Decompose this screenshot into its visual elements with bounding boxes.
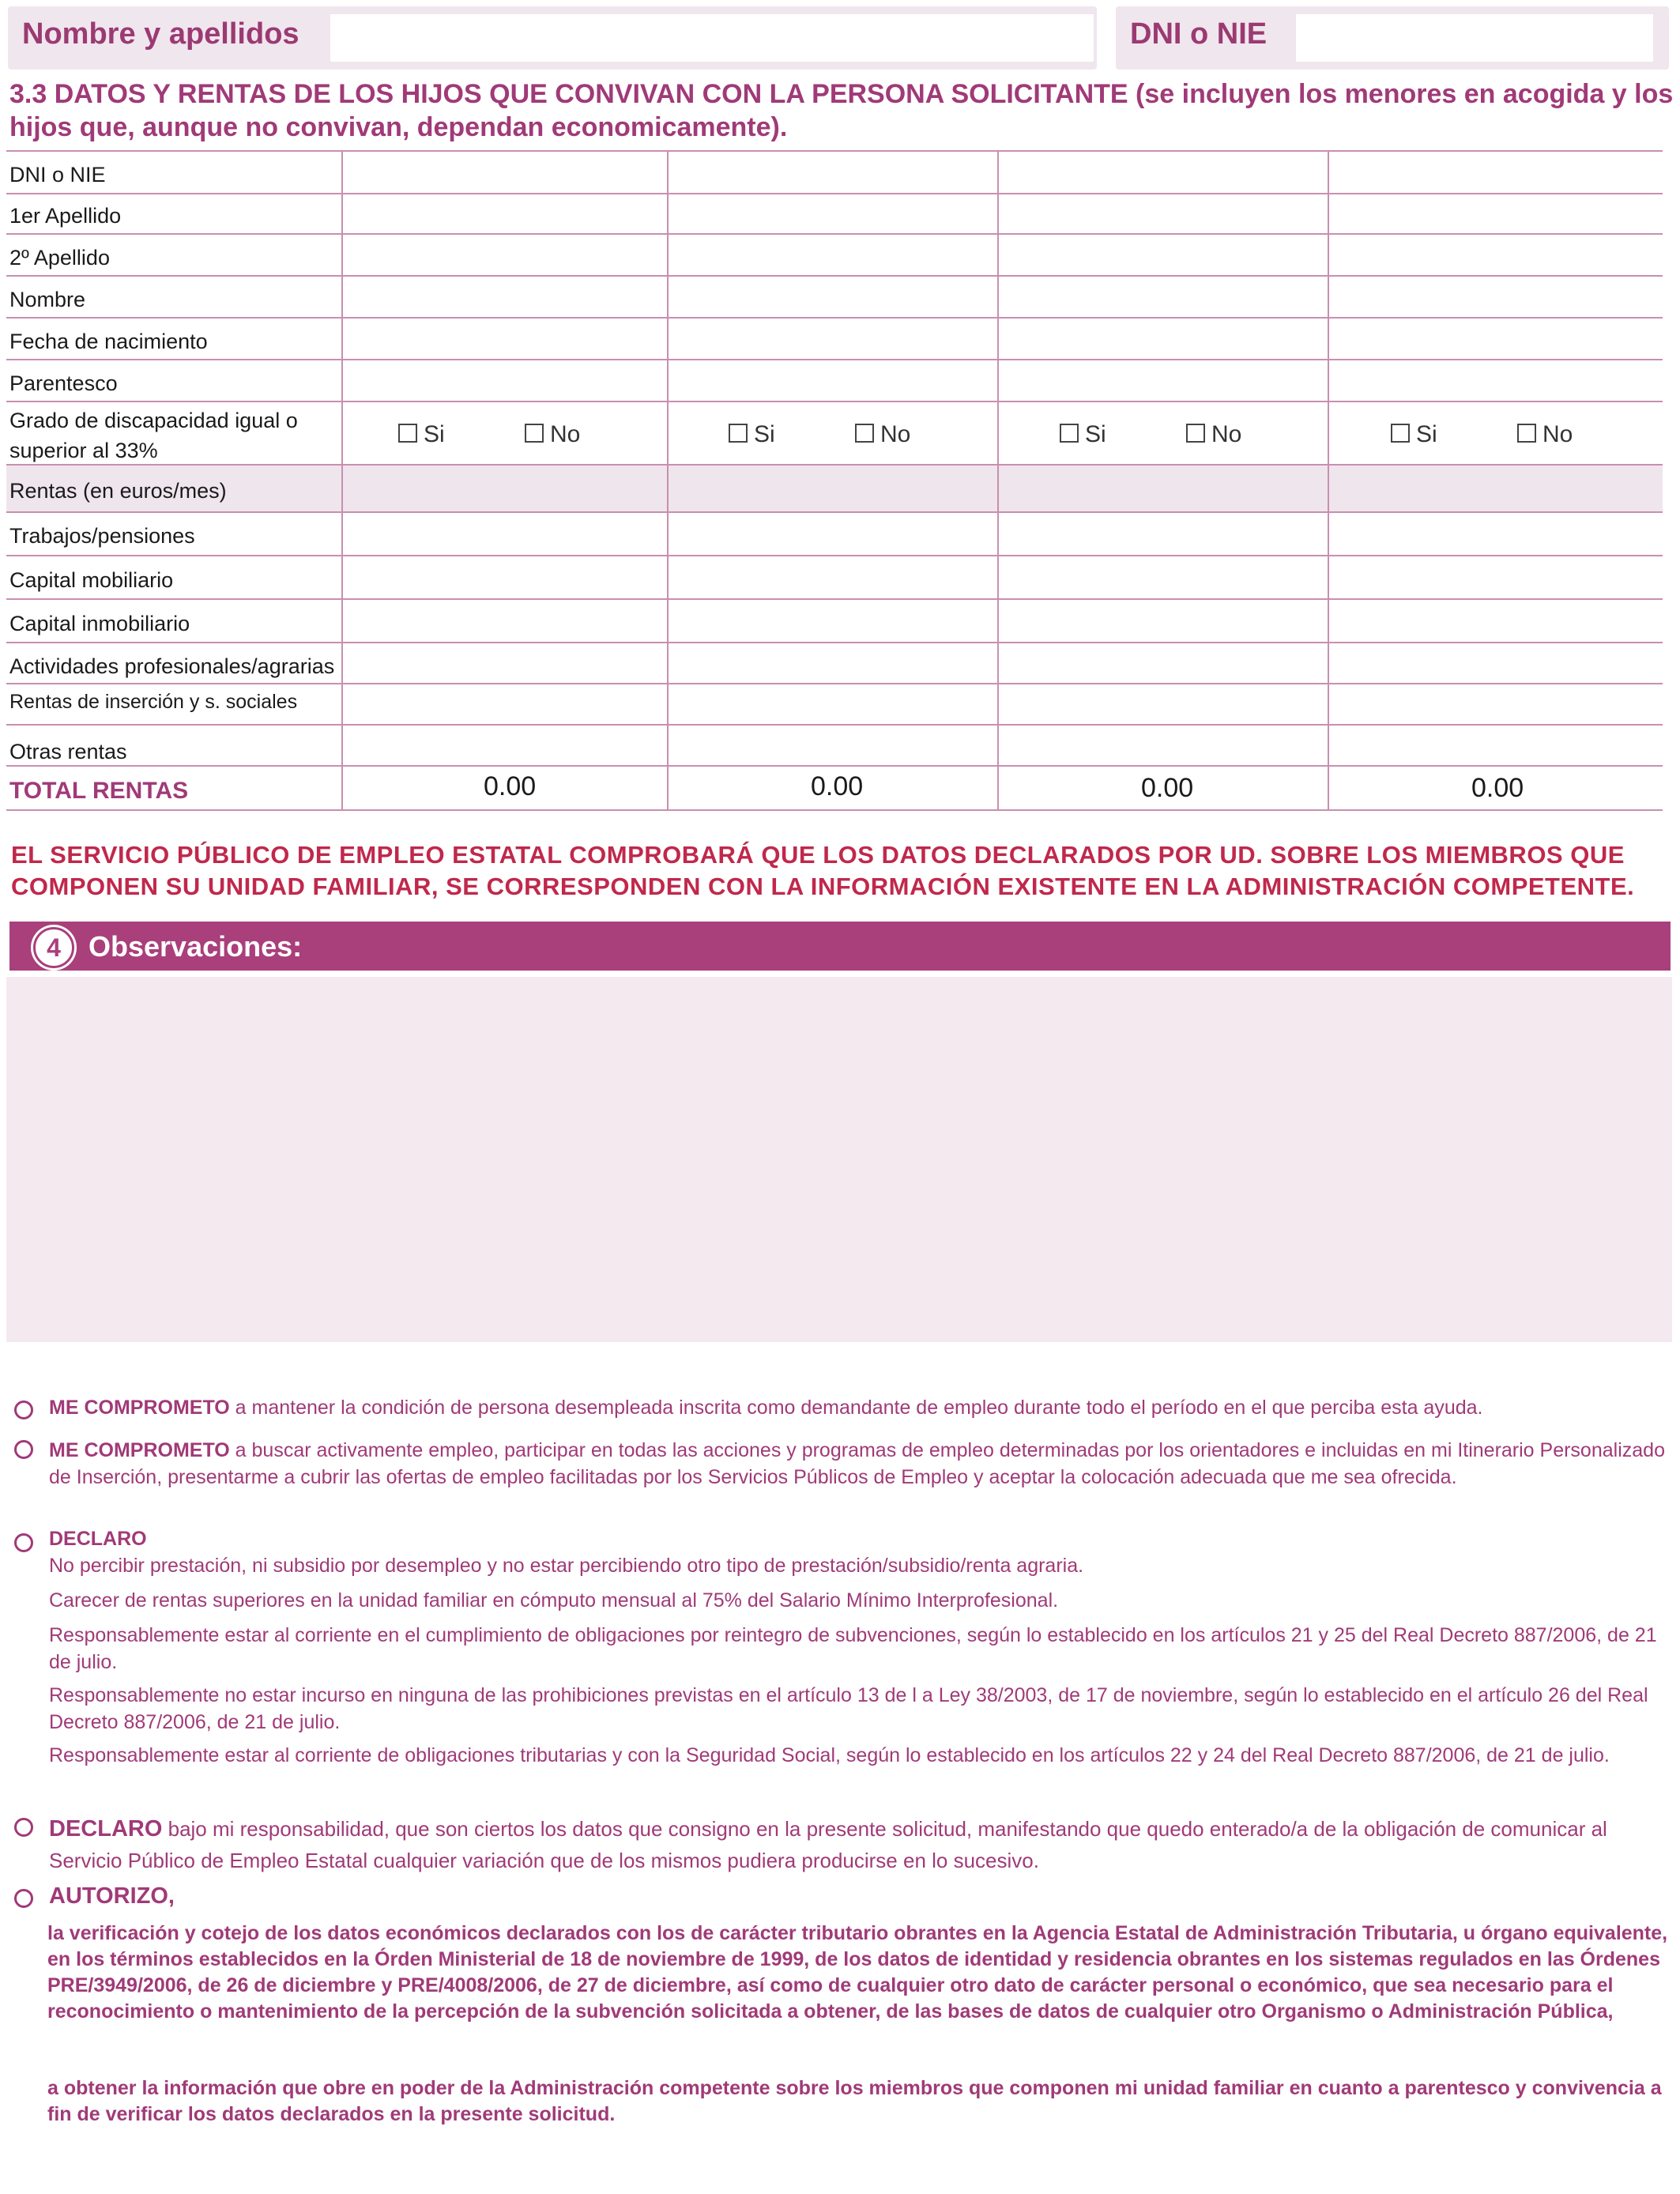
header-name-box: [8, 6, 1097, 70]
declaro-2-text: bajo mi responsabilidad, que son ciertos los datos que consigno en la presente solicitud, manifestando que quedo enterado/a de la obligación de comunicar al Servicio Público de Empleo Estatal cualquier variación que de los mismos pudiera producirse en lo sucesivo.: [49, 1817, 1607, 1872]
row-label-apellido1: 1er Apellido: [9, 204, 122, 228]
table-row-total: [6, 767, 1663, 811]
checkbox-si-4[interactable]: [1391, 421, 1437, 448]
total-value-3: 0.00: [1141, 773, 1194, 803]
declaro-2: [49, 1813, 1677, 1876]
column-divider: [1328, 150, 1329, 811]
row-label-discapacidad-2: superior al 33%: [9, 439, 158, 462]
row-label-rentas: Rentas (en euros/mes): [9, 479, 227, 503]
declaro-1-paragraph: Responsablemente no estar incurso en ninguna de las prohibiciones previstas en el artículo 13 de l a Ley 38/2003, de 17 de noviembre, según lo establecido en el artículo 26 del Real Decreto 887/2006, de 21 de julio.: [49, 1684, 1648, 1733]
declaro-1-paragraph: No percibir prestación, ni subsidio por desempleo y no estar percibiendo otro tipo de prestación/subsidio/renta agraria.: [49, 1555, 1084, 1577]
table-row: [6, 277, 1663, 319]
total-value-2: 0.00: [811, 771, 864, 801]
table-row: [6, 726, 1663, 767]
row-label-insercion: Rentas de inserción y s. sociales: [9, 691, 298, 713]
section-number-badge: 4: [33, 927, 74, 968]
checkbox-icon: [1060, 424, 1079, 443]
verification-notice: EL SERVICIO PÚBLICO DE EMPLEO ESTATAL COMPROBARÁ QUE LOS DATOS DECLARADOS POR UD. SOBRE LOS MIEMBROS QUE COMPONEN SU UNIDAD FAMILIAR, SE CORRESPONDEN CON LA INFORMACIÓN EXISTENTE EN LA ADMINISTRACIÓN COMPETENTE.: [11, 841, 1635, 900]
row-label-trabajos: Trabajos/pensiones: [9, 524, 195, 548]
column-divider: [997, 150, 999, 811]
table-row: [6, 466, 1663, 513]
commitment-1-text: a mantener la condición de persona desempleada inscrita como demandante de empleo durante todo el período en el que perciba esta ayuda.: [229, 1397, 1483, 1419]
table-row: [6, 319, 1663, 360]
row-label-actividades: Actividades profesionales/agrarias: [9, 654, 335, 678]
declaro-1-paragraph: Responsablemente estar al corriente en el cumplimiento de obligaciones por reintegro de subvenciones, según lo establecido en los artículos 21 y 25 del Real Decreto 887/2006, de 21 de julio.: [49, 1624, 1657, 1673]
name-label: Nombre y apellidos: [22, 17, 299, 51]
table-row: [6, 513, 1663, 556]
table-row: [6, 684, 1663, 726]
checkbox-no-1[interactable]: [525, 421, 580, 448]
name-input[interactable]: [330, 14, 1094, 62]
checkbox-icon: [1391, 424, 1410, 443]
checkbox-icon: [525, 424, 544, 443]
no-label: No: [1543, 421, 1573, 447]
checkbox-no-2[interactable]: [855, 421, 910, 448]
declaro-1-keyword: DECLARO: [49, 1528, 147, 1550]
table-row: [6, 193, 1663, 235]
checkbox-si-3[interactable]: [1060, 421, 1106, 448]
table-row: [6, 600, 1663, 643]
header-id-box: [1116, 6, 1669, 70]
id-input[interactable]: [1296, 14, 1653, 62]
radio-bullet-icon[interactable]: [14, 1400, 33, 1419]
yes-label: Si: [754, 421, 775, 447]
declaro-1-paragraph: Responsablemente estar al corriente de obligaciones tributarias y con la Seguridad Social, según lo establecido en los artículos 22 y 24 del Real Decreto 887/2006, de 21 de julio.: [49, 1744, 1610, 1766]
row-label-parentesco: Parentesco: [9, 371, 118, 395]
declaro-2-keyword: DECLARO: [49, 1816, 163, 1842]
column-divider: [667, 150, 669, 811]
table-row: [6, 360, 1663, 402]
checkbox-icon: [1517, 424, 1536, 443]
row-label-inmobiliario: Capital inmobiliario: [9, 612, 190, 635]
autorizo-paragraph-1: la verificación y cotejo de los datos económicos declarados con los de carácter tributario obrantes en la Agencia Estatal de Administración Tributaria, u órgano equivalente, en los términos establecidos en la Órden Ministerial de 18 de noviembre de 1999, de los datos de identidad y residencia obrantes en los sistemas regulados en las Órdenes PRE/3949/2006, de 26 de diciembre y PRE/4008/2006, de 27 de diciembre, así como de cualquier otro dato de carácter personal o económico, que sea necesario para el reconocimiento o mantenimiento de la percepción de la subvención solicitada a obtener, de las bases de datos de cualquier otro Organismo o Administración Pública,: [47, 1922, 1668, 2022]
checkbox-icon: [398, 424, 417, 443]
table-row: [6, 150, 1663, 194]
commitment-2: [49, 1437, 1677, 1491]
checkbox-icon: [729, 424, 748, 443]
radio-bullet-icon[interactable]: [14, 1440, 33, 1459]
row-label-dni: DNI o NIE: [9, 163, 106, 187]
checkbox-si-2[interactable]: [729, 421, 775, 448]
yes-label: Si: [1085, 421, 1106, 447]
section-title: 3.3 DATOS Y RENTAS DE LOS HIJOS QUE CONVIVAN CON LA PERSONA SOLICITANTE (se incluyen los menores en acogida y los hijos que, aunque no convivan, dependan economicamente).: [9, 79, 1674, 142]
total-value-4: 0.00: [1471, 773, 1524, 803]
autorizo-keyword: AUTORIZO,: [49, 1883, 175, 1909]
observaciones-title: Observaciones:: [89, 930, 303, 963]
commitment-1-keyword: ME COMPROMETO: [49, 1397, 230, 1419]
table-row: [6, 402, 1663, 466]
checkbox-no-3[interactable]: [1186, 421, 1241, 448]
row-label-mobiliario: Capital mobiliario: [9, 568, 174, 592]
no-label: No: [550, 421, 581, 447]
no-label: No: [1211, 421, 1242, 447]
row-label-nombre: Nombre: [9, 288, 86, 311]
no-label: No: [880, 421, 911, 447]
autorizo-paragraph-2: a obtener la información que obre en poder de la Administración competente sobre los miembros que componen mi unidad familiar en cuanto a parentesco y convivencia a fin de verificar los datos declarados en la presente solicitud.: [47, 2077, 1662, 2125]
observaciones-header: [9, 922, 1671, 971]
yes-label: Si: [424, 421, 445, 447]
checkbox-si-1[interactable]: [398, 421, 445, 448]
table-row: [6, 643, 1663, 684]
checkbox-icon: [855, 424, 874, 443]
id-label: DNI o NIE: [1130, 17, 1268, 51]
checkbox-no-4[interactable]: [1517, 421, 1573, 448]
table-row: [6, 556, 1663, 600]
commitment-1: [49, 1394, 1677, 1421]
checkbox-icon: [1186, 424, 1205, 443]
observaciones-textarea[interactable]: [6, 977, 1672, 1342]
table-row: [6, 235, 1663, 277]
yes-label: Si: [1416, 421, 1437, 447]
column-divider: [341, 150, 343, 811]
row-label-apellido2: 2º Apellido: [9, 246, 110, 270]
row-label-fecha: Fecha de nacimiento: [9, 330, 208, 353]
total-value-1: 0.00: [484, 771, 537, 801]
row-label-otras: Otras rentas: [9, 740, 127, 763]
radio-bullet-icon[interactable]: [14, 1533, 33, 1552]
radio-bullet-icon[interactable]: [14, 1818, 33, 1837]
row-label-total: TOTAL RENTAS: [9, 778, 189, 804]
declaro-1-paragraph: Carecer de rentas superiores en la unidad familiar en cómputo mensual al 75% del Salario Mínimo Interprofesional.: [49, 1589, 1059, 1612]
commitment-2-keyword: ME COMPROMETO: [49, 1439, 230, 1461]
radio-bullet-icon[interactable]: [14, 1889, 33, 1908]
commitment-2-text: a buscar activamente empleo, participar en todas las acciones y programas de empleo determinadas por los orientadores e incluidas en mi Itinerario Personalizado de Inserción, presentarme a cubrir las ofertas de empleo facilitadas por los Servicios Públicos de Empleo y aceptar la colocación adecuada que me sea ofrecida.: [49, 1439, 1665, 1488]
row-label-discapacidad-1: Grado de discapacidad igual o: [9, 409, 298, 432]
